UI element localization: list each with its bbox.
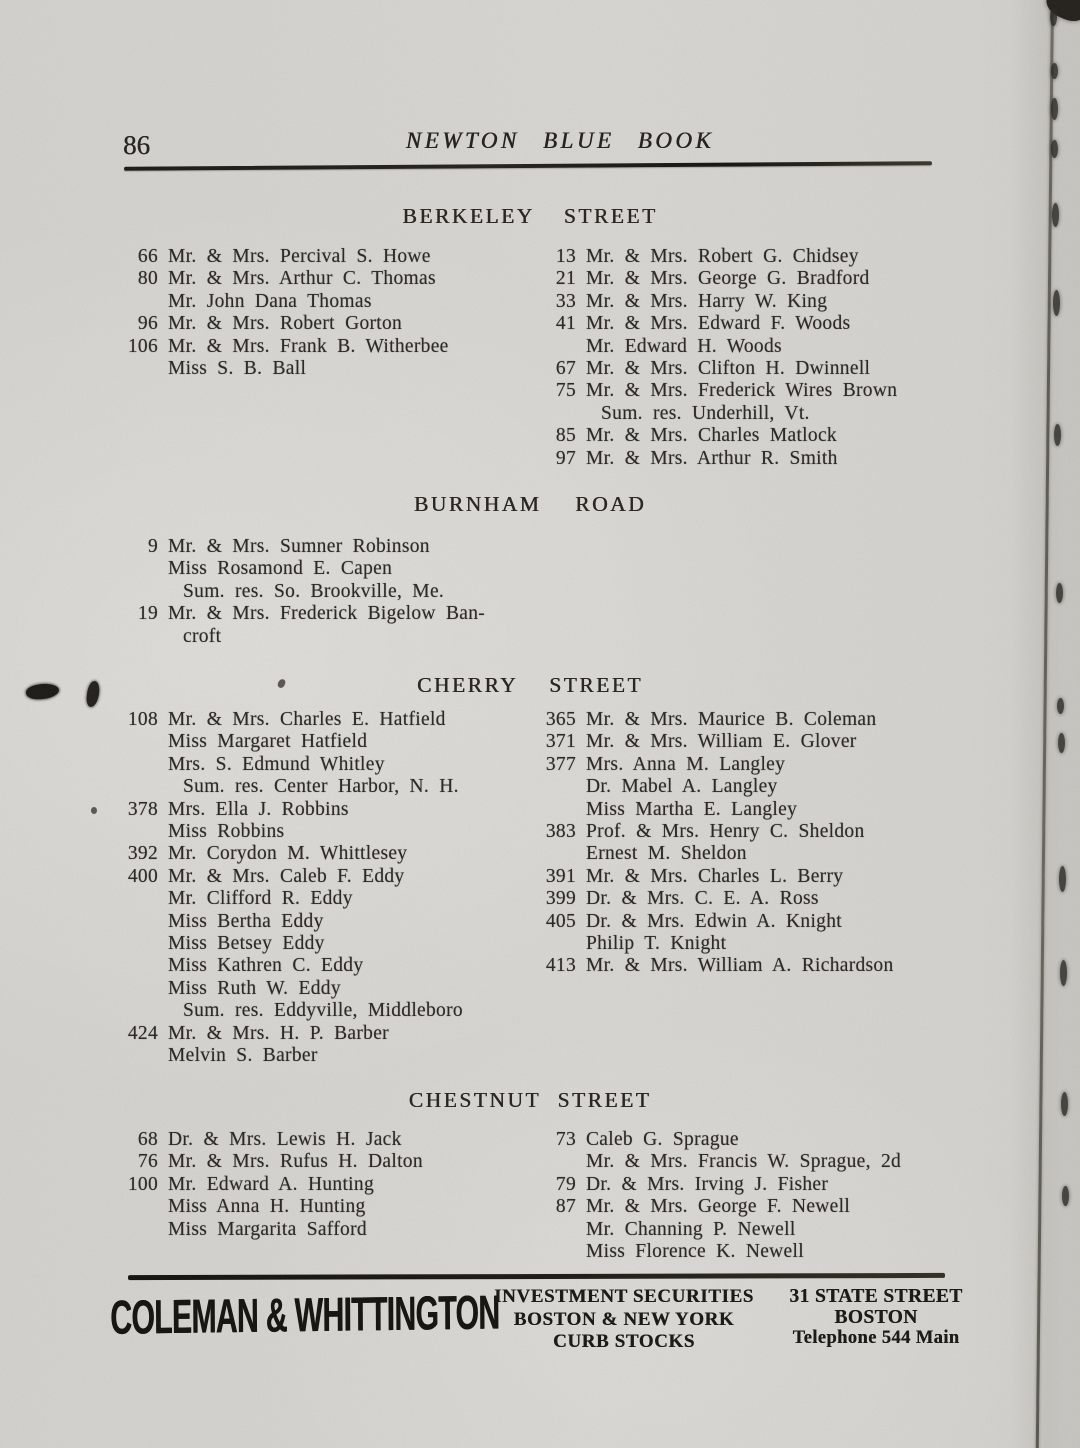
resident-name: Sum. res. Underhill, Vt. — [601, 402, 810, 424]
directory-entry — [122, 1219, 540, 1241]
house-number: 371 — [545, 731, 576, 753]
house-number — [122, 581, 168, 603]
directory-entry — [122, 776, 540, 798]
directory-entry — [540, 448, 952, 470]
directory-entry — [122, 911, 540, 933]
house-number: 383 — [545, 821, 576, 843]
resident-name: Mr. & Mrs. Francis W. Sprague, 2d — [586, 1151, 902, 1173]
directory-entry — [122, 358, 540, 380]
directory-entry — [540, 268, 952, 290]
house-number: 33 — [555, 290, 576, 312]
directory-entry — [122, 978, 540, 1000]
house-number: 75 — [555, 380, 576, 402]
resident-name: Mr. Edward H. Woods — [586, 335, 782, 357]
ad-telephone: Telephone 544 Main — [792, 1328, 960, 1348]
house-number — [540, 336, 586, 358]
directory-entry — [540, 403, 952, 425]
resident-name: Mr. & Mrs. Charles L. Berry — [586, 865, 844, 887]
resident-name: Mr. Clifford R. Eddy — [168, 888, 353, 910]
resident-name: Mr. & Mrs. Rufus H. Dalton — [168, 1151, 423, 1173]
resident-name: Miss Florence K. Newell — [586, 1241, 804, 1263]
resident-name: Dr. & Mrs. C. E. A. Ross — [586, 888, 819, 910]
house-number: 41 — [555, 313, 576, 335]
house-number — [122, 558, 168, 580]
resident-name: Miss S. B. Ball — [168, 358, 307, 380]
house-number — [540, 403, 586, 425]
directory-entry — [122, 754, 540, 776]
resident-name: Miss Anna H. Hunting — [168, 1196, 366, 1218]
section-heading-berkeley: BERKELEY STREET — [402, 204, 658, 228]
directory-entry — [540, 866, 952, 888]
resident-name: Mr. & Mrs. Caleb F. Eddy — [168, 865, 405, 887]
house-number: 365 — [545, 709, 576, 730]
resident-name: Mr. & Mrs. George F. Newell — [586, 1196, 851, 1218]
house-number: 377 — [545, 753, 576, 775]
house-number — [540, 1219, 586, 1241]
house-number: 80 — [137, 268, 158, 290]
house-number — [540, 799, 586, 821]
ad-address-line: BOSTON — [834, 1307, 918, 1328]
directory-entry — [122, 626, 540, 648]
resident-name: Mr. John Dana Thomas — [168, 290, 372, 312]
directory-column-left — [122, 1129, 540, 1263]
directory-entry — [540, 1219, 952, 1241]
directory-entry — [122, 603, 540, 625]
house-number: 392 — [127, 843, 158, 865]
directory-entry — [122, 1000, 540, 1022]
resident-name: Mr. & Mrs. Harry W. King — [586, 290, 828, 312]
section-heading-burnham: BURNHAM ROAD — [413, 492, 647, 516]
stitch-mark — [1058, 733, 1065, 753]
stitch-mark — [1054, 424, 1061, 446]
resident-name: Dr. Mabel A. Langley — [586, 776, 778, 798]
directory-entry — [540, 911, 952, 933]
directory-entry — [122, 933, 540, 955]
house-number — [122, 776, 168, 798]
resident-name: Miss Martha E. Langley — [586, 798, 798, 820]
house-number: 66 — [137, 246, 158, 267]
ad-address — [762, 1286, 990, 1349]
directory-entry — [540, 955, 952, 977]
street-section-berkeley — [122, 246, 952, 470]
directory-entry — [540, 336, 952, 358]
ink-smudge — [91, 807, 97, 814]
resident-name: Prof. & Mrs. Henry C. Sheldon — [586, 821, 865, 843]
directory-column-right — [540, 246, 952, 470]
stitch-mark — [1051, 140, 1058, 158]
directory-entry — [122, 1023, 540, 1045]
resident-name: Mr. & Mrs. H. P. Barber — [168, 1022, 389, 1044]
footer-rule — [128, 1273, 945, 1280]
house-number: 100 — [127, 1173, 158, 1195]
resident-name: Philip T. Knight — [586, 933, 727, 955]
house-number: 378 — [127, 798, 158, 820]
house-number — [540, 933, 586, 955]
book-title: NEWTON BLUE BOOK — [405, 128, 715, 153]
directory-entry — [122, 1129, 540, 1151]
resident-name: Mr. & Mrs. Maurice B. Coleman — [586, 709, 877, 730]
stitch-mark — [1057, 698, 1064, 714]
directory-entry — [122, 246, 540, 268]
directory-column-right — [540, 536, 952, 648]
directory-entry — [122, 821, 540, 843]
house-number: 87 — [555, 1196, 576, 1218]
house-number — [540, 1151, 586, 1173]
house-number: 76 — [137, 1151, 158, 1173]
house-number: 21 — [555, 268, 576, 290]
resident-name: Mr. & Mrs. Frederick Wires Brown — [586, 380, 898, 402]
resident-name: Miss Ruth W. Eddy — [168, 977, 341, 999]
ad-service-line: BOSTON & NEW YORK — [513, 1308, 735, 1330]
house-number — [122, 978, 168, 1000]
house-number: 96 — [137, 313, 158, 335]
directory-entry — [540, 821, 952, 843]
house-number: 424 — [127, 1022, 158, 1044]
resident-name: Mr. & Mrs. Frederick Bigelow Ban- — [168, 603, 486, 625]
resident-name: Mr. & Mrs. Charles Matlock — [586, 425, 837, 447]
directory-entry — [540, 1241, 952, 1263]
stitch-mark — [1051, 63, 1058, 79]
house-number: 106 — [127, 335, 158, 357]
house-number: 400 — [127, 865, 158, 887]
directory-entry — [540, 843, 952, 865]
resident-name: Dr. & Mrs. Irving J. Fisher — [586, 1173, 829, 1195]
resident-name: Mr. Edward A. Hunting — [168, 1173, 374, 1195]
ink-smudge — [25, 682, 60, 701]
directory-entry — [122, 709, 540, 731]
directory-entry — [122, 336, 540, 358]
directory-entry — [122, 313, 540, 335]
directory-column-right — [540, 709, 952, 1068]
house-number: 108 — [127, 709, 158, 730]
directory-entry — [122, 731, 540, 753]
directory-entry — [540, 425, 952, 447]
house-number: 405 — [545, 910, 576, 932]
directory-entry — [540, 731, 952, 753]
resident-name: Sum. res. Center Harbor, N. H. — [183, 776, 459, 798]
resident-name: Mr. & Mrs. Arthur C. Thomas — [168, 268, 436, 290]
house-number: 13 — [555, 246, 576, 267]
directory-entry — [122, 799, 540, 821]
resident-name: Mrs. Ella J. Robbins — [168, 798, 349, 820]
house-number — [122, 1196, 168, 1218]
resident-name: Melvin S. Barber — [168, 1045, 318, 1067]
resident-name: Mr. & Mrs. Percival S. Howe — [168, 246, 431, 267]
house-number — [122, 291, 168, 313]
street-section-chestnut — [122, 1129, 952, 1263]
directory-entry — [122, 536, 540, 558]
directory-entry — [540, 313, 952, 335]
resident-name: Mr. & Mrs. George G. Bradford — [586, 268, 870, 290]
house-number — [122, 754, 168, 776]
street-section-cherry — [122, 709, 952, 1068]
directory-entry — [122, 843, 540, 865]
directory-entry — [540, 888, 952, 910]
house-number: 79 — [555, 1173, 576, 1195]
ad-service-line: INVESTMENT SECURITIES — [494, 1286, 754, 1307]
resident-name: Mr. & Mrs. Robert Gorton — [168, 313, 403, 335]
directory-column-left — [122, 246, 540, 470]
house-number — [122, 911, 168, 933]
directory-entry — [540, 754, 952, 776]
directory-column-right — [540, 1129, 952, 1263]
advertiser-name: COLEMAN & WHITTINGTON — [109, 1285, 500, 1345]
stitch-mark — [1061, 1092, 1068, 1116]
stitch-mark — [1053, 290, 1060, 316]
directory-entry — [122, 268, 540, 290]
section-heading-cherry: CHERRY STREET — [417, 673, 643, 697]
resident-name: Miss Margaret Hatfield — [168, 731, 368, 753]
resident-name: Dr. & Mrs. Lewis H. Jack — [168, 1129, 402, 1150]
resident-name: Mr. Corydon M. Whittlesey — [168, 843, 408, 865]
directory-entry — [540, 1151, 952, 1173]
house-number: 97 — [555, 447, 576, 469]
directory-column-left — [122, 536, 540, 648]
directory-entry — [122, 558, 540, 580]
directory-entry — [540, 1129, 952, 1151]
resident-name: Mrs. S. Edmund Whitley — [168, 753, 385, 775]
house-number: 73 — [555, 1129, 576, 1150]
house-number: 391 — [545, 865, 576, 887]
header-rule — [124, 161, 932, 171]
resident-name: Miss Betsey Eddy — [168, 933, 325, 955]
resident-name: croft — [183, 625, 222, 647]
resident-name: Mr. & Mrs. Robert G. Chidsey — [586, 246, 859, 267]
directory-entry — [122, 581, 540, 603]
resident-name: Miss Kathren C. Eddy — [168, 955, 364, 977]
directory-entry — [122, 888, 540, 910]
page-number: 86 — [123, 130, 150, 160]
directory-entry — [540, 380, 952, 402]
resident-name: Sum. res. Eddyville, Middleboro — [183, 1000, 463, 1022]
stitch-mark — [1052, 203, 1059, 227]
directory-entry — [540, 291, 952, 313]
directory-entry — [540, 799, 952, 821]
directory-entry — [540, 933, 952, 955]
directory-entry — [540, 709, 952, 731]
resident-name: Miss Bertha Eddy — [168, 910, 324, 932]
house-number — [122, 626, 168, 648]
resident-name: Mr. & Mrs. Edward F. Woods — [586, 313, 851, 335]
stitch-mark — [1060, 960, 1067, 986]
house-number — [122, 955, 168, 977]
directory-column-left — [122, 709, 540, 1068]
directory-entry — [122, 1174, 540, 1196]
resident-name: Miss Rosamond E. Capen — [168, 558, 393, 580]
resident-name: Mr. & Mrs. William E. Glover — [586, 731, 857, 753]
resident-name: Mr. Channing P. Newell — [586, 1218, 796, 1240]
directory-entry — [122, 955, 540, 977]
house-number: 67 — [555, 358, 576, 380]
directory-entry — [540, 246, 952, 268]
ad-services — [488, 1286, 760, 1354]
house-number: 68 — [137, 1129, 158, 1150]
street-section-burnham — [122, 536, 952, 648]
house-number: 85 — [555, 425, 576, 447]
directory-entry — [540, 776, 952, 798]
resident-name: Mr. & Mrs. Sumner Robinson — [168, 536, 430, 557]
directory-entry — [540, 1196, 952, 1218]
house-number — [122, 821, 168, 843]
house-number — [122, 731, 168, 753]
house-number — [122, 1219, 168, 1241]
directory-entry — [122, 291, 540, 313]
directory-entry — [122, 1196, 540, 1218]
stitch-mark — [1051, 98, 1058, 120]
house-number — [122, 358, 168, 380]
resident-name: Mr. & Mrs. William A. Richardson — [586, 955, 894, 977]
resident-name: Mr. & Mrs. Charles E. Hatfield — [168, 709, 446, 730]
section-heading-chestnut: CHESTNUT STREET — [408, 1088, 652, 1112]
house-number — [122, 1000, 168, 1022]
ad-service-line: CURB STOCKS — [553, 1331, 695, 1352]
stitch-mark — [1062, 1186, 1069, 1206]
directory-entry — [122, 1045, 540, 1067]
directory-entry — [122, 1151, 540, 1173]
resident-name: Dr. & Mrs. Edwin A. Knight — [586, 910, 842, 932]
resident-name: Sum. res. So. Brookville, Me. — [183, 580, 445, 602]
corner-ink-mark — [1042, 0, 1080, 26]
house-number — [122, 1045, 168, 1067]
stitch-mark — [1059, 866, 1066, 892]
house-number — [540, 776, 586, 798]
house-number — [540, 1241, 586, 1263]
resident-name: Caleb G. Sprague — [586, 1129, 739, 1150]
house-number: 9 — [147, 536, 158, 557]
resident-name: Mr. & Mrs. Clifton H. Dwinnell — [586, 358, 871, 380]
ad-address-line: 31 STATE STREET — [789, 1286, 963, 1307]
house-number: 19 — [137, 603, 158, 625]
resident-name: Mr. & Mrs. Arthur R. Smith — [586, 447, 838, 469]
ink-smudge — [86, 680, 101, 707]
house-number — [540, 843, 586, 865]
binding-edge — [1036, 0, 1054, 1448]
resident-name: Mr. & Mrs. Frank B. Witherbee — [168, 335, 449, 357]
house-number — [122, 888, 168, 910]
resident-name: Ernest M. Sheldon — [586, 843, 747, 865]
resident-name: Mrs. Anna M. Langley — [586, 753, 786, 775]
directory-entry — [540, 1174, 952, 1196]
house-number: 413 — [545, 955, 576, 977]
directory-entry — [122, 866, 540, 888]
house-number: 399 — [545, 888, 576, 910]
house-number — [122, 933, 168, 955]
stitch-mark — [1056, 583, 1063, 603]
stitch-mark — [1050, 8, 1057, 26]
resident-name: Miss Margarita Safford — [168, 1218, 367, 1240]
directory-entry — [540, 358, 952, 380]
resident-name: Miss Robbins — [168, 821, 285, 843]
